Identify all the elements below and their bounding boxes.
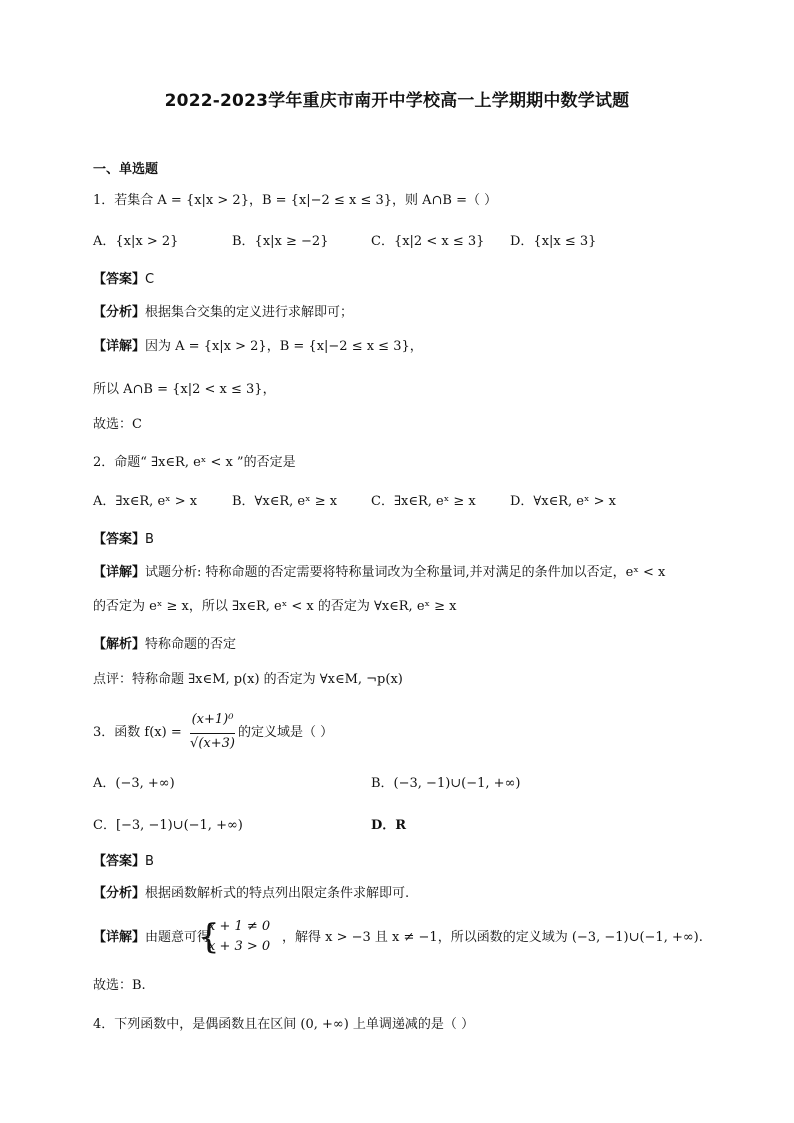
analysis-text: 特称命题的否定	[145, 637, 237, 652]
analysis-tag: 【解析】	[93, 637, 146, 652]
detail-text: 由题意可得	[145, 930, 211, 945]
question-3-stem-prefix: 3．函数 f(x) =	[93, 725, 182, 740]
q1-answer	[93, 270, 154, 290]
q2-detail-2: 的否定为 eˣ ≥ x，所以 ∃x∈R, eˣ < x 的否定为 ∀x∈R, eˣ ≥ x	[93, 599, 457, 614]
q2-answer	[93, 530, 154, 550]
q3-option-c: C．[−3, −1)∪(−1, +∞)	[93, 818, 243, 833]
answer-value: B	[145, 854, 154, 869]
q3-option-d: D．R	[371, 818, 407, 833]
question-4-stem: 4．下列函数中，是偶函数且在区间 (0, +∞) 上单调递减的是（ ）	[93, 1017, 475, 1032]
answer-value: B	[145, 532, 154, 547]
q2-option-a: A．∃x∈R, eˣ > x	[93, 494, 198, 509]
q3-choose: 故选：B.	[93, 978, 146, 993]
inequality-system	[208, 917, 270, 957]
detail-text: 试题分析: 特称命题的否定需要将特称量词改为全称量词,并对满足的条件加以否定，eˣ < x	[145, 565, 666, 580]
answer-tag: 【答案】	[93, 854, 146, 869]
fraction-numerator: (x+1)⁰	[191, 712, 234, 727]
q2-option-c: C．∃x∈R, eˣ ≥ x	[371, 494, 476, 509]
detail-text: 因为 A = {x|x > 2}，B = {x|−2 ≤ x ≤ 3}，	[145, 339, 423, 354]
analysis-text: 根据函数解析式的特点列出限定条件求解即可.	[145, 886, 410, 901]
detail-tag: 【详解】	[93, 339, 146, 354]
q2-detail	[93, 563, 665, 583]
question-3-stem-suffix: 的定义域是（ ）	[238, 725, 334, 740]
q3-option-b: B．(−3, −1)∪(−1, +∞)	[371, 776, 521, 791]
detail-tag: 【详解】	[93, 565, 146, 580]
q3-fraction	[190, 712, 235, 756]
answer-tag: 【答案】	[93, 532, 146, 547]
q3-answer	[93, 852, 154, 872]
q2-option-d: D．∀x∈R, eˣ > x	[510, 494, 616, 509]
system-line-1: x + 1 ≠ 0	[208, 919, 271, 934]
question-2-stem: 2．命题“ ∃x∈R, eˣ < x ”的否定是	[93, 455, 296, 470]
fraction-denominator: √(x+3)	[190, 736, 235, 751]
section-heading: 一、单选题	[93, 162, 159, 177]
q1-option-c: C．{x|2 < x ≤ 3}	[371, 234, 485, 249]
analysis-tag: 【分析】	[93, 886, 146, 901]
q3-detail-prefix	[93, 928, 210, 948]
answer-tag: 【答案】	[93, 272, 146, 287]
q2-option-b: B．∀x∈R, eˣ ≥ x	[232, 494, 338, 509]
q1-detail	[93, 337, 423, 357]
detail-tag: 【详解】	[93, 930, 146, 945]
q1-option-a: A．{x|x > 2}	[93, 234, 179, 249]
analysis-text: 根据集合交集的定义进行求解即可；	[145, 305, 354, 320]
q1-analysis	[93, 303, 353, 323]
q3-detail-suffix: ，解得 x > −3 且 x ≠ −1，所以函数的定义域为 (−3, −1)∪(−1, +∞).	[282, 930, 703, 945]
q1-option-b: B．{x|x ≥ −2}	[232, 234, 329, 249]
q3-option-a: A．(−3, +∞)	[93, 776, 175, 791]
question-1-stem: 1．若集合 A = {x|x > 2}，B = {x|−2 ≤ x ≤ 3}，则 A∩B =（ ）	[93, 193, 498, 208]
answer-value: C	[145, 272, 155, 287]
q1-option-d: D．{x|x ≤ 3}	[510, 234, 597, 249]
page-title: 2022-2023学年重庆市南开中学校高一上学期期中数学试题	[164, 91, 630, 111]
q2-comment: 点评：特称命题 ∃x∈M, p(x) 的否定为 ∀x∈M, ¬p(x)	[93, 672, 403, 687]
q2-analysis	[93, 635, 236, 655]
q1-choose: 故选：C	[93, 417, 142, 432]
q3-analysis	[93, 884, 409, 904]
fraction-bar	[190, 733, 235, 734]
analysis-tag: 【分析】	[93, 305, 146, 320]
q1-detail-2: 所以 A∩B = {x|2 < x ≤ 3}，	[93, 382, 276, 397]
system-brace: {	[198, 917, 220, 957]
system-line-2: x + 3 > 0	[208, 939, 271, 954]
